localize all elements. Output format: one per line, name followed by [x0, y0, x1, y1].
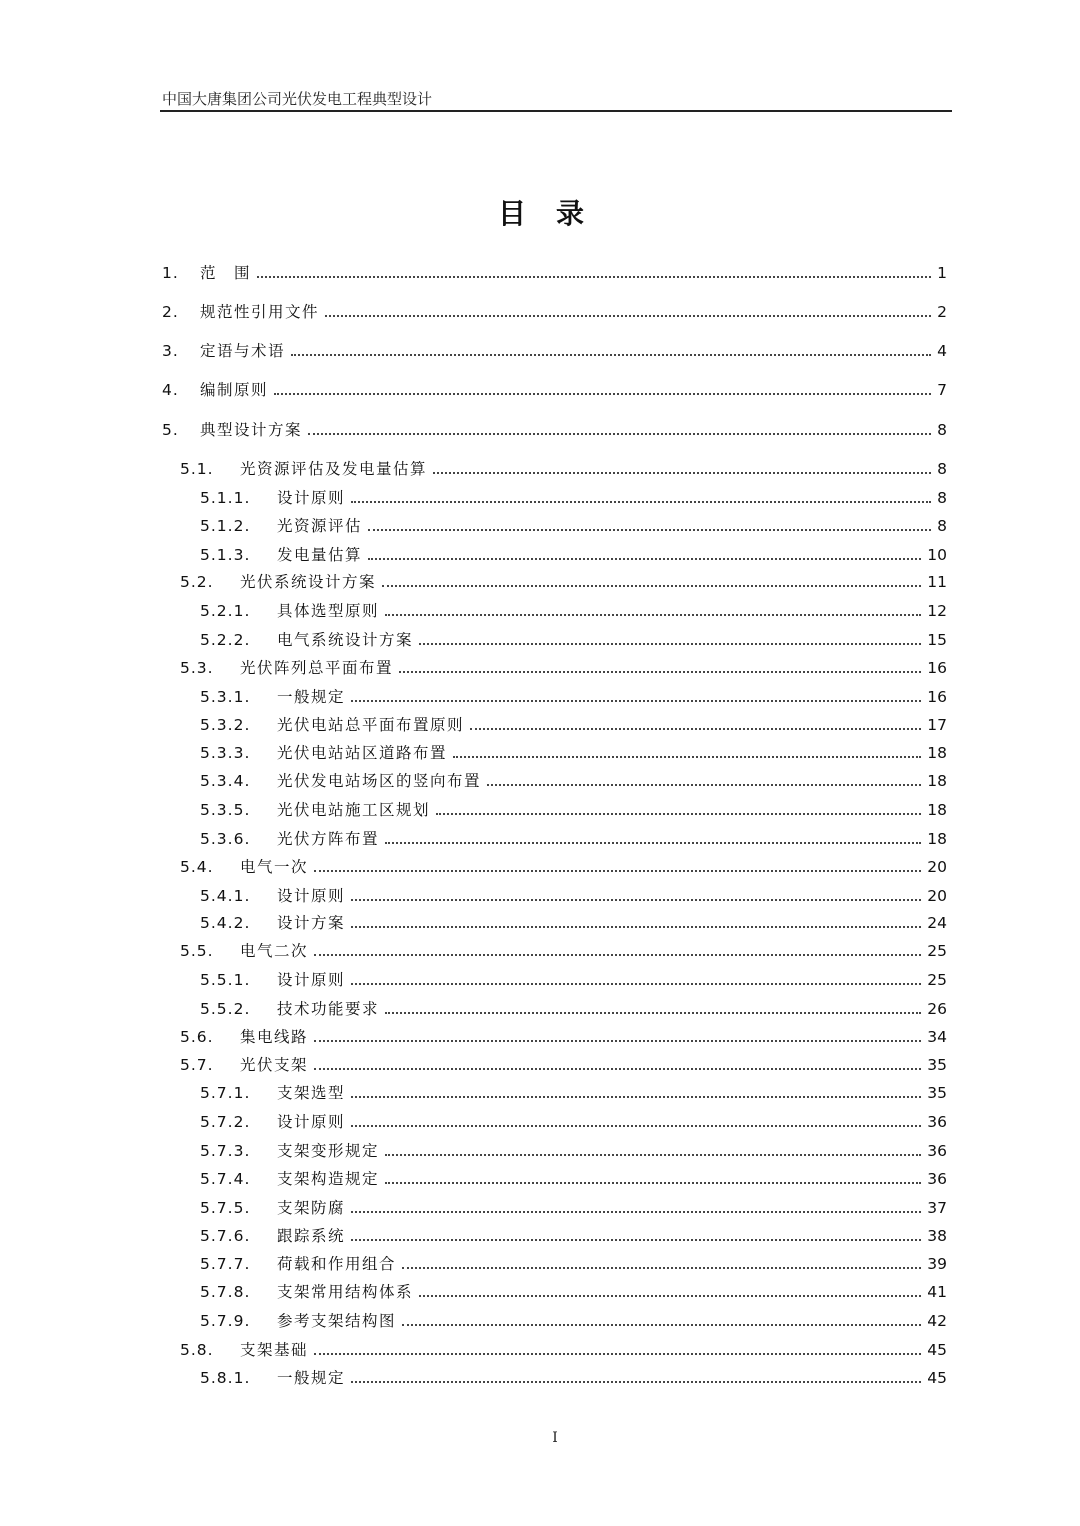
dot-leader	[385, 1182, 921, 1184]
toc-entry-page: 1	[937, 264, 947, 282]
toc-entry-number: 5.7.5.	[200, 1199, 251, 1217]
toc-entry-page: 2	[937, 303, 947, 321]
dot-leader	[385, 1012, 921, 1014]
toc-entry-page: 18	[927, 830, 947, 848]
dot-leader	[351, 899, 921, 901]
toc-entry[interactable]	[200, 715, 947, 735]
toc-entry-number: 5.7.6.	[200, 1227, 251, 1245]
toc-entry-page: 16	[927, 659, 947, 677]
toc-entry[interactable]	[180, 658, 947, 678]
toc-entry-label: 设计原则	[277, 1113, 346, 1131]
dot-leader	[351, 1096, 921, 1098]
dot-leader	[314, 870, 921, 872]
dot-leader	[351, 700, 921, 702]
toc-entry-number: 5.	[162, 421, 179, 439]
dot-leader	[368, 558, 921, 560]
toc-entry[interactable]	[162, 341, 947, 361]
toc-entry[interactable]	[200, 488, 947, 508]
toc-entry-label: 光伏系统设计方案	[240, 573, 377, 591]
toc-entry-label: 具体选型原则	[277, 602, 380, 620]
toc-entry-page: 38	[927, 1227, 947, 1245]
toc-entry[interactable]	[200, 886, 947, 906]
toc-entry[interactable]	[200, 1226, 947, 1246]
page-number: I	[552, 1430, 558, 1446]
dot-leader	[314, 954, 921, 956]
dot-leader	[436, 813, 921, 815]
toc-entry-label: 支架构造规定	[277, 1170, 380, 1188]
dot-leader	[385, 614, 921, 616]
toc-entry-page: 36	[927, 1142, 947, 1160]
dot-leader	[419, 1295, 921, 1297]
toc-entry-page: 25	[927, 971, 947, 989]
toc-entry-label: 支架常用结构体系	[277, 1283, 414, 1301]
toc-entry-label: 光资源评估	[277, 517, 363, 535]
dot-leader	[382, 585, 921, 587]
toc-entry-page: 34	[927, 1028, 947, 1046]
toc-entry-number: 5.1.1.	[200, 489, 251, 507]
dot-leader	[368, 529, 931, 531]
toc-entry-page: 35	[927, 1056, 947, 1074]
toc-entry-label: 电气二次	[240, 942, 309, 960]
dot-leader	[291, 354, 931, 356]
toc-entry-number: 5.3.2.	[200, 716, 251, 734]
toc-entry[interactable]	[180, 941, 947, 961]
toc-entry-label: 典型设计方案	[200, 421, 303, 439]
toc-entry-number: 5.7.7.	[200, 1255, 251, 1273]
toc-entry-number: 5.8.1.	[200, 1369, 251, 1387]
toc-entry-label: 一般规定	[277, 1369, 346, 1387]
toc-entry-number: 2.	[162, 303, 179, 321]
toc-entry[interactable]	[200, 829, 947, 849]
toc-entry-page: 36	[927, 1170, 947, 1188]
toc-entry-label: 一般规定	[277, 688, 346, 706]
toc-entry[interactable]	[200, 913, 947, 933]
toc-entry-label: 定语与术语	[200, 342, 286, 360]
toc-entry-number: 5.5.2.	[200, 1000, 251, 1018]
dot-leader	[314, 1040, 921, 1042]
toc-entry[interactable]	[200, 516, 947, 536]
dot-leader	[453, 756, 921, 758]
toc-entry-page: 12	[927, 602, 947, 620]
toc-entry-page: 26	[927, 1000, 947, 1018]
toc-entry-number: 1.	[162, 264, 179, 282]
toc-entry-page: 18	[927, 801, 947, 819]
toc-entry[interactable]	[180, 1027, 947, 1047]
toc-entry-page: 4	[937, 342, 947, 360]
toc-entry[interactable]	[180, 1055, 947, 1075]
toc-entry-label: 支架变形规定	[277, 1142, 380, 1160]
toc-entry-label: 技术功能要求	[277, 1000, 380, 1018]
toc-entry[interactable]	[180, 572, 947, 592]
toc-entry[interactable]	[200, 743, 947, 763]
dot-leader	[274, 393, 931, 395]
toc-entry-page: 20	[927, 858, 947, 876]
toc-entry-page: 17	[927, 716, 947, 734]
dot-leader	[487, 784, 921, 786]
toc-entry-number: 5.7.2.	[200, 1113, 251, 1131]
toc-entry[interactable]	[200, 999, 947, 1019]
toc-entry-number: 5.7.9.	[200, 1312, 251, 1330]
toc-entry[interactable]	[200, 1083, 947, 1103]
toc-entry[interactable]	[200, 1368, 947, 1388]
toc-entry[interactable]	[162, 420, 947, 440]
dot-leader	[351, 501, 931, 503]
toc-entry-label: 光伏电站总平面布置原则	[277, 716, 465, 734]
toc-entry[interactable]	[200, 630, 947, 650]
toc-entry-label: 光伏方阵布置	[277, 830, 380, 848]
dot-leader	[351, 1381, 921, 1383]
toc-entry-page: 8	[937, 489, 947, 507]
toc-entry-label: 光伏发电站场区的竖向布置	[277, 772, 482, 790]
toc-entry[interactable]	[162, 263, 947, 283]
toc-entry-label: 设计原则	[277, 887, 346, 905]
toc-entry-number: 5.7.	[180, 1056, 214, 1074]
toc-entry-label: 光伏支架	[240, 1056, 309, 1074]
toc-entry-page: 35	[927, 1084, 947, 1102]
toc-entry[interactable]	[162, 302, 947, 322]
toc-entry-label: 编制原则	[200, 381, 269, 399]
toc-entry-number: 5.3.	[180, 659, 214, 677]
toc-entry[interactable]	[200, 1112, 947, 1132]
dot-leader	[402, 1324, 921, 1326]
toc-entry-page: 45	[927, 1369, 947, 1387]
dot-leader	[325, 315, 931, 317]
toc-entry-label: 支架防腐	[277, 1199, 346, 1217]
dot-leader	[308, 433, 931, 435]
toc-entry[interactable]	[180, 459, 947, 479]
dot-leader	[351, 1239, 921, 1241]
toc-entry-page: 42	[927, 1312, 947, 1330]
toc-entry[interactable]	[200, 1254, 947, 1274]
dot-leader	[399, 671, 921, 673]
dot-leader	[351, 926, 921, 928]
toc-entry[interactable]	[200, 1311, 947, 1331]
toc-entry-number: 5.8.	[180, 1341, 214, 1359]
dot-leader	[257, 276, 931, 278]
toc-entry-page: 10	[927, 546, 947, 564]
toc-entry-number: 5.1.	[180, 460, 214, 478]
toc-entry-label: 设计原则	[277, 489, 346, 507]
toc-entry-label: 发电量估算	[277, 546, 363, 564]
toc-entry-page: 15	[927, 631, 947, 649]
toc-entry-label: 光伏电站施工区规划	[277, 801, 431, 819]
toc-entry-label: 光伏阵列总平面布置	[240, 659, 394, 677]
toc-entry-page: 24	[927, 914, 947, 932]
toc-entry[interactable]	[180, 1340, 947, 1360]
toc-entry-number: 5.2.1.	[200, 602, 251, 620]
toc-entry-number: 5.3.3.	[200, 744, 251, 762]
dot-leader	[470, 728, 921, 730]
toc-entry-page: 16	[927, 688, 947, 706]
toc-entry-label: 电气系统设计方案	[277, 631, 414, 649]
toc-entry-label: 荷载和作用组合	[277, 1255, 397, 1273]
toc-entry-page: 7	[937, 381, 947, 399]
toc-entry-label: 范 围	[200, 264, 252, 282]
toc-entry-label: 支架选型	[277, 1084, 346, 1102]
toc-entry-number: 3.	[162, 342, 179, 360]
toc-entry-number: 5.3.5.	[200, 801, 251, 819]
toc-entry[interactable]	[200, 601, 947, 621]
toc-entry-number: 5.6.	[180, 1028, 214, 1046]
dot-leader	[433, 472, 931, 474]
dot-leader	[385, 842, 921, 844]
page-title: 目录	[497, 197, 614, 230]
toc-entry[interactable]	[200, 1169, 947, 1189]
toc-entry-label: 设计原则	[277, 971, 346, 989]
toc-entry-number: 5.7.1.	[200, 1084, 251, 1102]
toc-entry-page: 11	[927, 573, 947, 591]
toc-entry-page: 8	[937, 517, 947, 535]
toc-entry-page: 25	[927, 942, 947, 960]
toc-entry-page: 18	[927, 772, 947, 790]
running-header: 中国大唐集团公司光伏发电工程典型设计	[162, 90, 433, 108]
toc-entry-page: 20	[927, 887, 947, 905]
toc-entry-label: 支架基础	[240, 1341, 309, 1359]
toc-entry-number: 5.2.2.	[200, 631, 251, 649]
toc-entry-number: 5.7.4.	[200, 1170, 251, 1188]
toc-entry-label: 参考支架结构图	[277, 1312, 397, 1330]
toc-entry-label: 光资源评估及发电量估算	[240, 460, 428, 478]
toc-entry[interactable]	[200, 1141, 947, 1161]
toc-entry-number: 5.3.4.	[200, 772, 251, 790]
toc-entry-number: 5.4.1.	[200, 887, 251, 905]
toc-entry[interactable]	[162, 380, 947, 400]
toc-entry[interactable]	[180, 857, 947, 877]
toc-entry-page: 18	[927, 744, 947, 762]
dot-leader	[351, 1211, 921, 1213]
toc-entry-page: 41	[927, 1283, 947, 1301]
toc-entry-page: 37	[927, 1199, 947, 1217]
toc-entry-number: 4.	[162, 381, 179, 399]
dot-leader	[402, 1267, 921, 1269]
toc-entry-label: 集电线路	[240, 1028, 309, 1046]
toc-entry-number: 5.4.	[180, 858, 214, 876]
toc-entry[interactable]	[200, 800, 947, 820]
dot-leader	[419, 643, 921, 645]
toc-entry-number: 5.5.	[180, 942, 214, 960]
dot-leader	[314, 1353, 921, 1355]
toc-entry-number: 5.7.3.	[200, 1142, 251, 1160]
toc-entry-label: 电气一次	[240, 858, 309, 876]
toc-entry[interactable]	[200, 771, 947, 791]
toc-entry-page: 36	[927, 1113, 947, 1131]
toc-entry-number: 5.7.8.	[200, 1283, 251, 1301]
dot-leader	[351, 1125, 921, 1127]
toc-entry-label: 规范性引用文件	[200, 303, 320, 321]
toc-entry-page: 39	[927, 1255, 947, 1273]
toc-entry[interactable]	[200, 687, 947, 707]
toc-entry-number: 5.3.1.	[200, 688, 251, 706]
toc-entry[interactable]	[200, 545, 947, 565]
toc-entry-number: 5.4.2.	[200, 914, 251, 932]
toc-entry-label: 跟踪系统	[277, 1227, 346, 1245]
toc-entry-label: 设计方案	[277, 914, 346, 932]
dot-leader	[314, 1068, 921, 1070]
toc-entry-number: 5.1.2.	[200, 517, 251, 535]
dot-leader	[351, 983, 921, 985]
toc-entry-number: 5.3.6.	[200, 830, 251, 848]
toc-entry-label: 光伏电站站区道路布置	[277, 744, 448, 762]
dot-leader	[385, 1154, 921, 1156]
toc-entry-number: 5.2.	[180, 573, 214, 591]
toc-entry-number: 5.5.1.	[200, 971, 251, 989]
toc-entry[interactable]	[200, 970, 947, 990]
toc-entry-page: 45	[927, 1341, 947, 1359]
toc-entry[interactable]	[200, 1282, 947, 1302]
toc-entry-number: 5.1.3.	[200, 546, 251, 564]
toc-entry-page: 8	[937, 421, 947, 439]
toc-entry[interactable]	[200, 1198, 947, 1218]
toc-entry-page: 8	[937, 460, 947, 478]
